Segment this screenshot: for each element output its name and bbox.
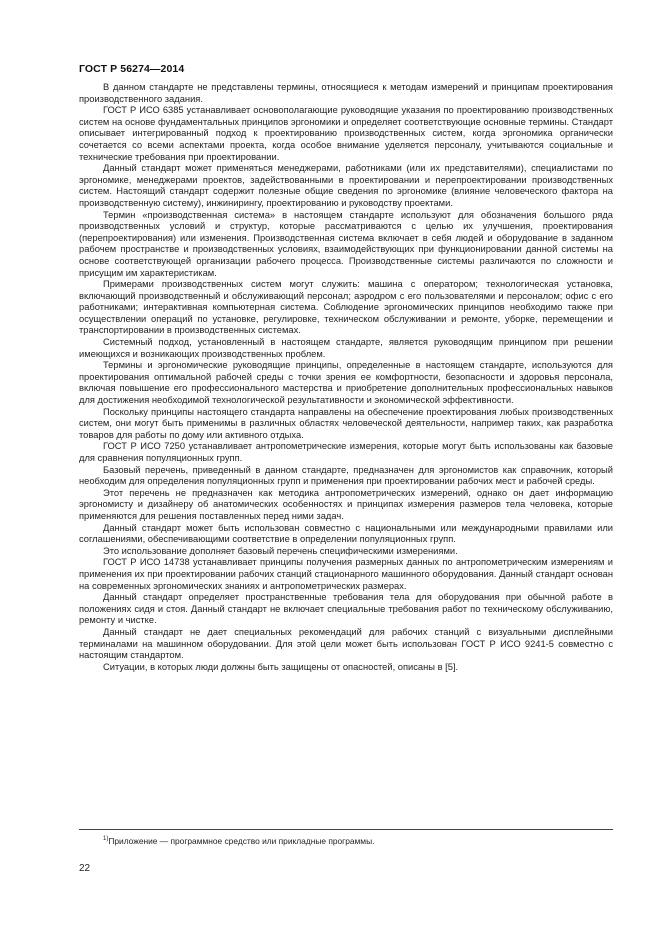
paragraph: Базовый перечень, приведенный в данном стандарте, предназначен для эргономистов как справочник, который необходим для определения популяционных групп и применения при проектировании рабочих мест и рабочей среды. xyxy=(79,464,613,487)
page-number: 22 xyxy=(79,863,91,874)
paragraph: Данный стандарт определяет пространственные требования тела для оборудования при обычной работе в положениях сидя и стоя. Данный стандарт не включает специальные требования работ по техническому обслуживанию, ремонту и чистке. xyxy=(79,592,613,626)
footnote xyxy=(103,836,374,846)
paragraph: Ситуации, в которых люди должны быть защищены от опасностей, описаны в [5]. xyxy=(103,661,459,672)
footnote-mark: 1) xyxy=(103,836,109,843)
paragraph: Поскольку принципы настоящего стандарта направлены на обеспечение проектирования любых производственных систем, они могут быть применимы в различных областях человеческой деятельности, например таких, как разработка товаров для работы по дому или активного отдыха. xyxy=(79,406,613,440)
body-text xyxy=(79,82,613,673)
paragraph: Термины и эргономические руководящие принципы, определенные в настоящем стандарте, используются для проектирования оптимальной рабочей среды с точки зрения ее комфортности, безопасности и здоровья персонала, включая повышение его профессионального мастерства и приобретение дополнительных профессиональных навыков для достижения необходимой технологической результативности и экономической эффективности. xyxy=(79,360,613,406)
paragraph: ГОСТ Р ИСО 7250 устанавливает антропометрические измерения, которые могут быть использованы как базовые для сравнения популяционных групп. xyxy=(79,441,613,463)
paragraph: Системный подход, установленный в настоящем стандарте, является руководящим принципом при решении имеющихся и возникающих производственных проблем. xyxy=(79,337,613,359)
paragraph: Данный стандарт может применяться менеджерами, работниками (или их представителями), специалистами по эргономике, менеджерами проектов, задействованными в проектировании и перепроектировании производственных систем. Настоящий стандарт содержит полезные общие сведения по эргономике (влияние человеческого фактора на производственную систему), инжинирингу, проектированию и руководству проектами. xyxy=(79,163,613,208)
paragraph: ГОСТ Р ИСО 6385 устанавливает основополагающие руководящие указания по проектированию производственных систем на основе фундаментальных принципов эргономики и определяет соответствующие основные термины. Стандарт описывает интегрированный подход к проектированию производственных систем, когда эргономика органически сочетается со всеми аспектами проекта, когда особое внимание уделяется персоналу, учитываются социальные и технические требования при проектировании. xyxy=(79,105,613,162)
paragraph: Данный стандарт может быть использован совместно с национальными или международными правилами или соглашениями, обеспечивающими соответствие в определении популяционных групп. xyxy=(79,522,613,545)
paragraph: Примерами производственных систем могут служить: машина с оператором; технологическая установка, включающий производственный и обслуживающий персонал; аэродром с его пользователями и персоналом; офис с его работниками; интерактивная компьютерная система. Соблюдение эргономических принципов необходимо также при осуществлении операций по установке, регулировке, техническом обслуживании и ремонте, уборке, перемещении и транспортировании в производственных системах. xyxy=(79,279,613,336)
paragraph: Данный стандарт не дает специальных рекомендаций для рабочих станций с визуальными дисплейными терминалами на машинном оборудовании. Для этой цели может быть использован ГОСТ Р ИСО 9241-5 совместно с настоящим стандартом. xyxy=(79,626,613,661)
paragraph: В данном стандарте не представлены термины, относящиеся к методам измерений и принципам проектирования производственного задания. xyxy=(79,82,613,104)
paragraph: Этот перечень не предназначен как методика антропометрических измерений, однако он дает информацию эргономисту и дизайнеру об анатомических особенностях и принципах измерения размеров тела человека, которые применяются для решения поставленных перед ними задач. xyxy=(79,487,613,521)
page-header-title: ГОСТ Р 56274—2014 xyxy=(79,63,185,75)
paragraph: Термин «производственная система» в настоящем стандарте используют для обозначения большого ряда производственных условий и структур, которые рассматриваются с целью их улучшения, проектирования (перепроектирования) или изменения. Производственная система включает в себя людей и оборудование в заданном рабочем пространстве и производственных условиях, взаимодействующих при функционировании данной системы на основе соответствующей организации рабочего процесса. Производственные системы различаются по сложности и присущим им характеристикам. xyxy=(79,209,613,278)
footnote-text: Приложение — программное средство или прикладные программы. xyxy=(108,836,375,846)
paragraph: Это использование дополняет базовый перечень специфическими измерениями. xyxy=(103,545,458,556)
paragraph: ГОСТ Р ИСО 14738 устанавливает принципы получения размерных данных по антропометрическим измерениям и применения их при проектировании рабочих станций стационарного машинного оборудования. Данный стандарт основан на современных эргономических знаниях и антропометрических размерах. xyxy=(79,557,613,591)
footnote-divider xyxy=(79,829,613,830)
